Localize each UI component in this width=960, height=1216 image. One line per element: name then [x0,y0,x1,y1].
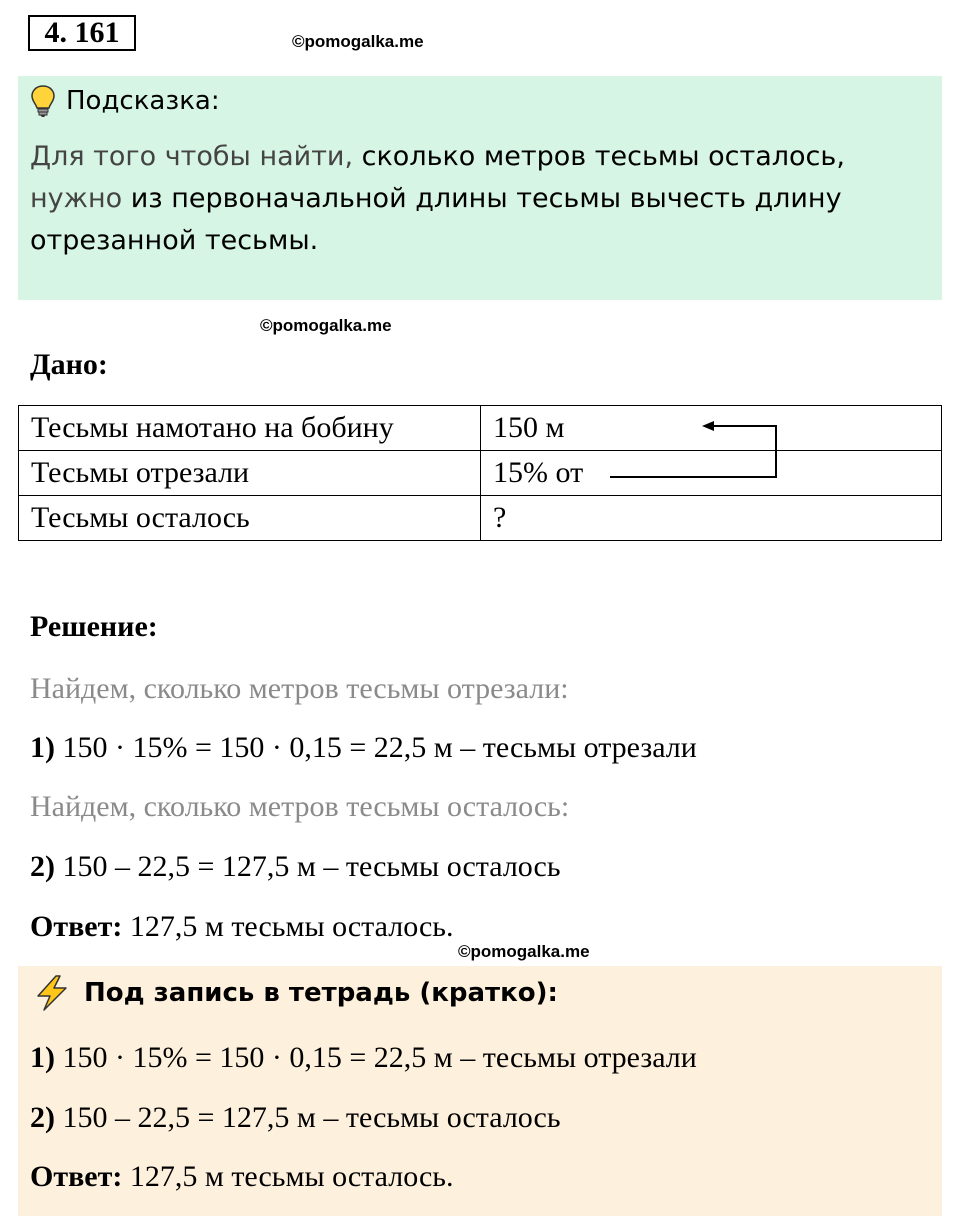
answer-text: 127,5 м тесьмы осталось. [122,910,454,943]
notebook-step2-text: 150 – 22,5 = 127,5 м – тесьмы осталось [55,1101,561,1134]
given-label: Дано: [30,348,108,381]
notebook-step2-line [30,1101,561,1135]
given-row-value: ? [481,496,942,541]
step1-line [30,731,697,765]
given-row-value: 150 м [481,406,942,451]
step-number: 1) [30,731,55,764]
notebook-answer-line [30,1160,453,1194]
hint-text [30,136,930,262]
problem-number: 4. 161 [28,15,136,51]
given-row-label: Тесьмы осталось [19,496,481,541]
hint-title-text: Подсказка: [66,86,220,116]
notebook-title [32,974,558,1012]
step2-intro: Найдем, сколько метров тесьмы осталось: [30,790,570,823]
hint-line1-plain: Для того чтобы найти, [30,141,362,172]
table-row [19,406,942,451]
step-number: 1) [30,1041,55,1074]
hint-line2-bold: из первоначальной длины тесьмы вычесть длину отрезанной тесьмы. [30,183,842,256]
lightbulb-icon [30,84,56,118]
answer-line [30,910,453,944]
notebook-step1-line [30,1041,697,1075]
step1-text: 150 · 15% = 150 · 0,15 = 22,5 м – тесьмы отрезали [55,731,697,764]
step-number: 2) [30,850,55,883]
answer-label: Ответ: [30,910,123,943]
hint-line1-bold: сколько метров тесьмы осталось [361,141,837,172]
step2-line [30,850,561,884]
answer-label: Ответ: [30,1160,123,1193]
watermark: ©pomogalka.me [260,316,392,335]
solution-label: Решение: [30,610,158,643]
table-row [19,451,942,496]
table-row [19,496,942,541]
given-row-value: 15% от [481,451,942,496]
watermark: ©pomogalka.me [458,942,590,961]
reference-arrow [590,415,790,485]
given-table [18,405,942,541]
hint-line1-end: , [836,141,845,172]
hint-line2-plain: нужно [30,183,131,214]
notebook-step1-text: 150 · 15% = 150 · 0,15 = 22,5 м – тесьмы отрезали [55,1041,697,1074]
given-row-label: Тесьмы намотано на бобину [19,406,481,451]
step1-intro: Найдем, сколько метров тесьмы отрезали: [30,672,569,705]
hint-title [30,84,220,118]
step2-text: 150 – 22,5 = 127,5 м – тесьмы осталось [55,850,561,883]
notebook-answer-text: 127,5 м тесьмы осталось. [122,1160,454,1193]
notebook-title-text: Под запись в тетрадь (кратко): [84,978,558,1008]
step-number: 2) [30,1101,55,1134]
given-row-label: Тесьмы отрезали [19,451,481,496]
watermark: ©pomogalka.me [292,32,424,51]
lightning-icon [32,974,72,1012]
